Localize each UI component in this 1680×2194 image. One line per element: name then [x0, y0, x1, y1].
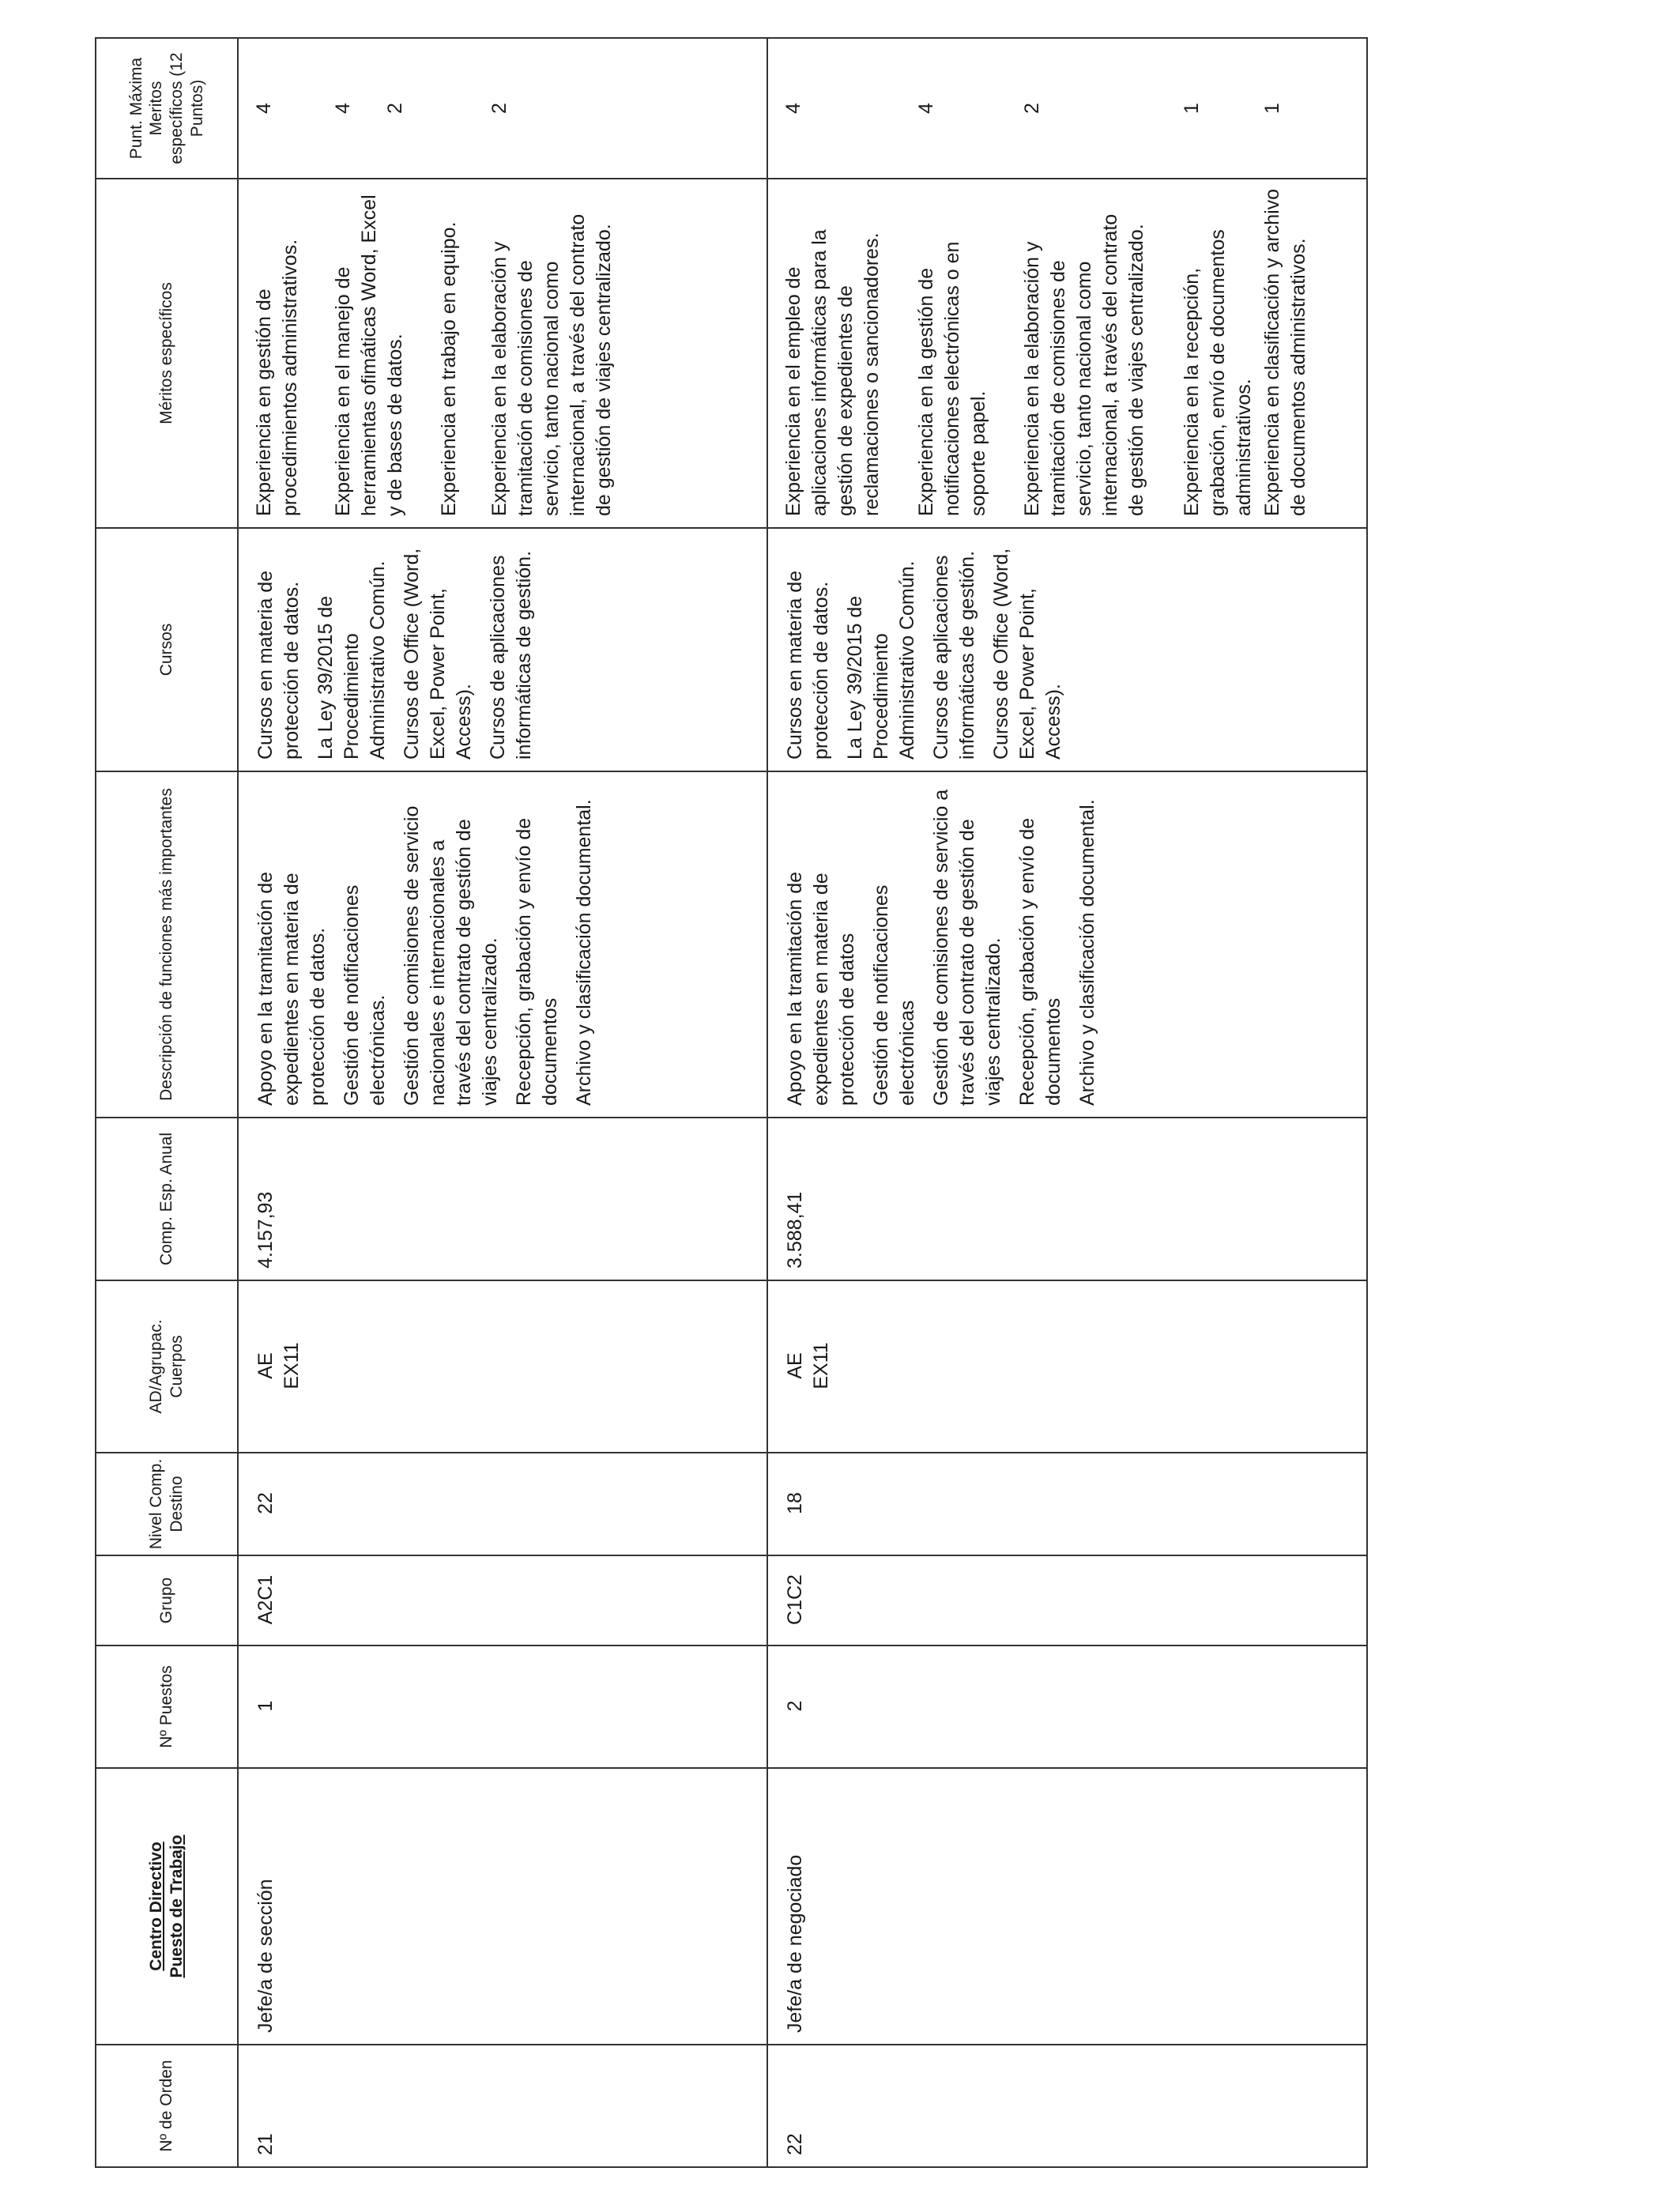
- curso-item: Cursos de Office (Word, Excel, Power Point, Access).: [990, 548, 1064, 760]
- cell-cursos: [238, 528, 767, 771]
- header-puestos: Nº Puestos: [96, 1646, 238, 1768]
- funcion-item: Gestión de notificaciones electrónicas: [870, 884, 918, 1106]
- merito-points: 1: [1181, 103, 1203, 114]
- header-ad-cuerpos: AD/Agrupac. Cuerpos: [96, 1280, 238, 1453]
- merito-item: Experiencia en la elaboración y tramitación de comisiones de servicio, tanto nacional como internacional, a través del contrato de gestión de viajes centralizado.: [488, 213, 615, 516]
- merito-item: Experiencia en trabajo en equipo.: [438, 221, 460, 516]
- header-meritos: Méritos específicos: [96, 179, 238, 528]
- curso-item: La Ley 39/2015 de Procedimiento Administrativo Común.: [315, 560, 389, 760]
- cell-puntos: [767, 38, 1367, 179]
- merito-points: 4: [253, 103, 275, 114]
- header-centro-puesto: [96, 1768, 238, 2045]
- merito-points: 1: [1261, 103, 1283, 114]
- curso-item: Cursos en materia de protección de datos.: [254, 570, 303, 760]
- header-nivel: Nivel Comp. Destino: [96, 1453, 238, 1555]
- cell-meritos: [238, 179, 767, 528]
- merito-item: Experiencia en la recepción, grabación, envío de documentos administrativos.: [1181, 229, 1255, 516]
- merito-item: Experiencia en gestión de procedimientos administrativos.: [253, 239, 301, 516]
- header-funciones: Descripción de funciones más importantes: [96, 771, 238, 1118]
- cell-cursos: [767, 528, 1367, 771]
- header-puesto-trabajo: Puesto de Trabajo: [168, 1834, 186, 1978]
- cell-grupo: A2C1: [238, 1555, 767, 1646]
- cell-puesto: Jefe/a de negociado: [767, 1768, 1367, 2045]
- cell-grupo: C1C2: [767, 1555, 1367, 1646]
- merito-points: 4: [915, 103, 937, 114]
- merito-item: Experiencia en el manejo de herramientas ofimáticas Word, Excel y de bases de datos.: [332, 194, 406, 516]
- header-centro-directivo: Centro Directivo: [147, 1842, 166, 1971]
- merito-item: Experiencia en la elaboración y tramitación de comisiones de servicio, tanto nacional como internacional, a través del contrato de gestión de viajes centralizado.: [1021, 213, 1147, 516]
- header-puntuacion: Punt. Máxima Meritos específicos (12 Puntos): [96, 38, 238, 179]
- cell-cuerpos: EX11: [281, 1342, 303, 1389]
- merito-points: 4: [332, 103, 354, 114]
- positions-table: [95, 37, 1368, 2168]
- cell-num-puestos: 2: [767, 1646, 1367, 1768]
- cell-cuerpos: EX11: [810, 1342, 832, 1389]
- cell-meritos: [767, 179, 1367, 528]
- curso-item: Cursos de Office (Word, Excel, Power Point, Access).: [401, 548, 475, 760]
- header-comp-esp: Comp. Esp. Anual: [96, 1118, 238, 1280]
- cell-funciones: [767, 771, 1367, 1118]
- table-row: [238, 38, 767, 2167]
- merito-item: Experiencia en la gestión de notificaciones electrónicas o en soporte papel.: [915, 241, 989, 516]
- funcion-item: Gestión de comisiones de servicio a través del contrato de gestión de viajes centralizado.: [930, 789, 1004, 1106]
- merito-points: 2: [488, 103, 510, 114]
- curso-item: La Ley 39/2015 de Procedimiento Administrativo Común.: [844, 560, 918, 760]
- cell-orden: 21: [238, 2045, 767, 2167]
- cell-puesto: Jefe/a de sección: [238, 1768, 767, 2045]
- merito-item: Experiencia en clasificación y archivo de documentos administrativos.: [1261, 188, 1309, 516]
- header-orden: Nº de Orden: [96, 2045, 238, 2167]
- funcion-item: Apoyo en la tramitación de expedientes en materia de protección de datos: [784, 871, 858, 1106]
- cell-ad: AE: [254, 1352, 277, 1379]
- header-grupo: Grupo: [96, 1555, 238, 1646]
- funcion-item: Apoyo en la tramitación de expedientes en materia de protección de datos.: [254, 871, 329, 1106]
- cell-comp: 4.157,93: [238, 1118, 767, 1280]
- curso-item: Cursos de aplicaciones informáticas de gestión.: [930, 550, 978, 760]
- cell-ad: AE: [784, 1352, 806, 1379]
- merito-points: 4: [782, 103, 804, 114]
- cell-ad-cuerpos: [238, 1280, 767, 1453]
- funcion-item: Archivo y clasificación documental.: [1076, 799, 1098, 1106]
- curso-item: Cursos de aplicaciones informáticas de gestión.: [487, 550, 535, 760]
- funcion-item: Gestión de notificaciones electrónicas.: [341, 884, 389, 1106]
- curso-item: Cursos en materia de protección de datos.: [784, 570, 832, 760]
- cell-orden: 22: [767, 2045, 1367, 2167]
- funcion-item: Recepción, grabación y envío de documentos: [1016, 817, 1064, 1106]
- cell-funciones: [238, 771, 767, 1118]
- funcion-item: Recepción, grabación y envío de documentos: [513, 817, 561, 1106]
- merito-item: Experiencia en el empleo de aplicaciones informáticas para la gestión de expedientes de reclamaciones o sancionadores.: [782, 229, 883, 516]
- merito-points: 2: [1021, 103, 1043, 114]
- table-row: [767, 38, 1367, 2167]
- cell-nivel: 22: [238, 1453, 767, 1555]
- rotated-page: [95, 39, 1366, 2168]
- cell-puntos: [238, 38, 767, 179]
- header-row: [96, 38, 238, 2167]
- cell-comp: 3.588,41: [767, 1118, 1367, 1280]
- cell-num-puestos: 1: [238, 1646, 767, 1768]
- funcion-item: Archivo y clasificación documental.: [573, 799, 595, 1106]
- cell-nivel: 18: [767, 1453, 1367, 1555]
- cell-ad-cuerpos: [767, 1280, 1367, 1453]
- merito-points: 2: [384, 103, 406, 114]
- funcion-item: Gestión de comisiones de servicio nacionales e internacionales a través del contrato de gestión de viajes centralizado.: [401, 805, 501, 1106]
- header-cursos: Cursos: [96, 528, 238, 771]
